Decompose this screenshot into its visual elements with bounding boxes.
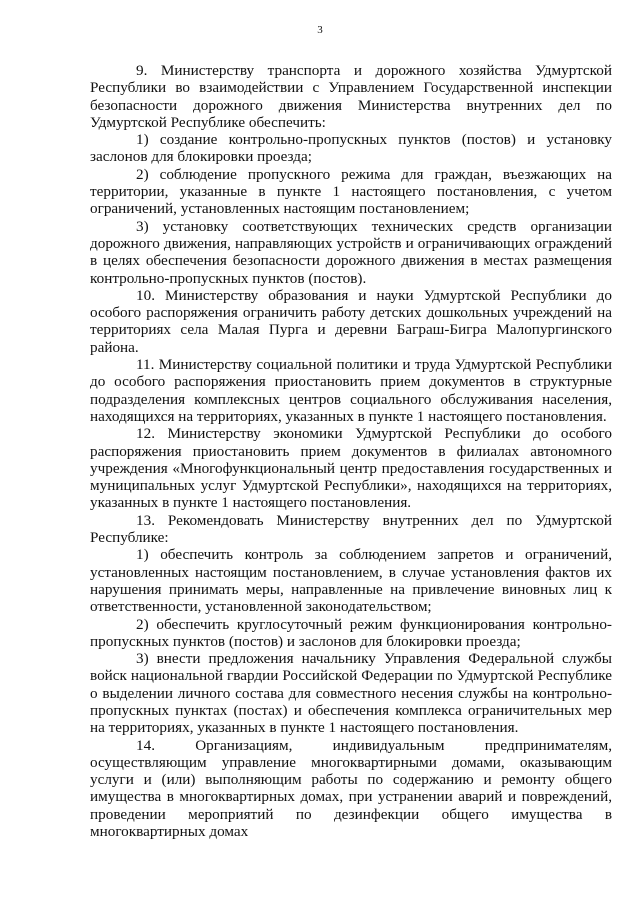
- paragraph-14: 14. Организациям, индивидуальным предпринимателям, осуществляющим управление многоквартирными домами, оказывающим услуги и (или) выполняющим работы по содержанию и ремонту общего имущества в многоквартирных домах, при устранении аварий и повреждений, проведении мероприятий по дезинфекции общего имущества в многоквартирных домах: [90, 736, 612, 841]
- paragraph-9-item-2: 2) соблюдение пропускного режима для граждан, въезжающих на территории, указанные в пункте 1 настоящего постановления, с учетом ограничений, установленных настоящим постановлением;: [90, 165, 612, 218]
- paragraph-9: 9. Министерству транспорта и дорожного хозяйства Удмуртской Республики во взаимодействии с Управлением Государственной инспекции безопасности дорожного движения Министерства внутренних дел по Удмуртской Республике обеспечить:: [90, 62, 612, 131]
- paragraph-10: 10. Министерству образования и науки Удмуртской Республики до особого распоряжения ограничить работу детских дошкольных учреждений на территориях села Малая Пурга и деревни Баграш-Бигра Малопургинского района.: [90, 286, 612, 356]
- paragraph-13-item-2: 2) обеспечить круглосуточный режим функционирования контрольно-пропускных пунктов (постов) и заслонов для блокировки проезда;: [90, 615, 612, 650]
- paragraph-11: 11. Министерству социальной политики и труда Удмуртской Республики до особого распоряжения приостановить прием документов в структурные подразделения комплексных центров социального обслуживания населения, находящихся на территориях, указанных в пункте 1 настоящего постановления.: [90, 356, 612, 425]
- paragraph-13-item-3: 3) внести предложения начальнику Управления Федеральной службы войск национальной гвардии Российской Федерации по Удмуртской Республике о выделении личного состава для совместного несения службы на контрольно-пропускных пунктах (постах) и обеспечения комплекса ограничительных мер на территориях, указанных в пункте 1 настоящего постановления.: [90, 650, 612, 737]
- paragraph-12: 12. Министерству экономики Удмуртской Республики до особого распоряжения приостановить прием документов в филиалах автономного учреждения «Многофункциональный центр предоставления государственных и муниципальных услуг Удмуртской Республики», находящихся на территориях, указанных в пункте 1 настоящего постановления.: [90, 425, 612, 512]
- page-number: 3: [317, 24, 323, 36]
- paragraph-13: 13. Рекомендовать Министерству внутренних дел по Удмуртской Республике:: [90, 511, 612, 547]
- paragraph-9-item-1: 1) создание контрольно-пропускных пунктов (постов) и установку заслонов для блокировки проезда;: [90, 131, 612, 166]
- paragraph-13-item-1: 1) обеспечить контроль за соблюдением запретов и ограничений, установленных настоящим постановлением, в случае установления фактов их нарушения принимать меры, направленные на привлечение виновных лиц к ответственности, установленной законодательством;: [90, 546, 612, 616]
- document-body: [90, 62, 612, 840]
- paragraph-9-item-3: 3) установку соответствующих технических средств организации дорожного движения, направляющих устройств и ограничивающих ограждений в целях обеспечения безопасности дорожного движения в местах размещения контрольно-пропускных пунктов (постов).: [90, 217, 612, 287]
